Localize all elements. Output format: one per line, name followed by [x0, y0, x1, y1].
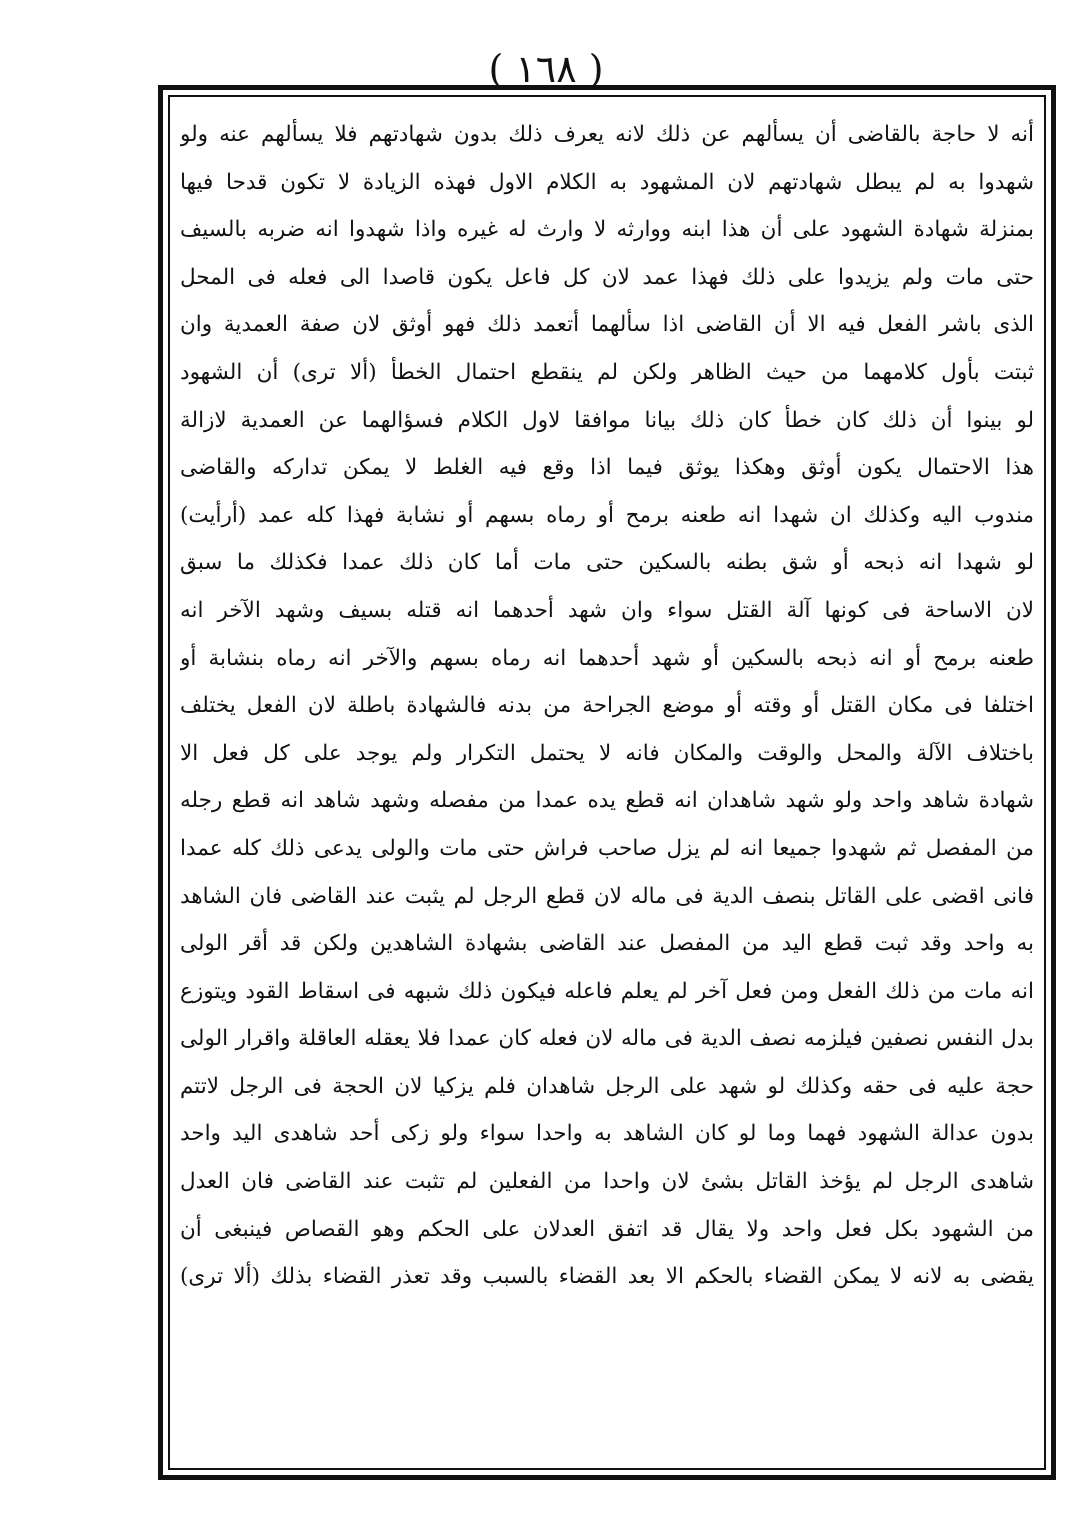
text-line: انه مات من ذلك الفعل ومن فعل آخر لم يعلم فاعله فيكون ذلك شبهه فى اسقاط القود ويتوزع [180, 978, 1034, 1004]
text-line: باختلاف الآلة والمحل والوقت والمكان فانه لا يحتمل التكرار ولم يوجد على كل فعل الا [180, 740, 1034, 766]
text-line [180, 1396, 1034, 1444]
text-line: فانى اقضى على القاتل بنصف الدية فى ماله لان قطع الرجل لم يثبت عند القاضى فان الشاهد [180, 883, 1034, 909]
text-line: حجة عليه فى حقه وكذلك لو شهد على الرجل شاهدان فلم يزكيا لان الحجة فى الرجل لاتتم [180, 1073, 1034, 1099]
text-line: بدون عدالة الشهود فهما وما لو كان الشاهد به واحدا سواء ولو زكى أحد شاهدى اليد واحد [180, 1121, 1034, 1147]
text-line: اختلفا فى مكان القتل أو وقته أو موضع الجراحة من بدنه فالشهادة باطلة لان الفعل يختلف [180, 693, 1034, 719]
page-border [158, 85, 1056, 1480]
page-number: ( ١٦٨ ) [488, 47, 604, 91]
text-line: طعنه برمح أو انه ذبحه بالسكين أو شهد أحدهما انه رماه بسهم والآخر انه رماه بنشابة أو [180, 645, 1034, 671]
text-line: به واحد وقد ثبت قطع اليد من المفصل عند القاضى بشهادة الشاهدين ولكن قد أقر الولى [180, 931, 1034, 957]
text-body [180, 111, 1034, 1444]
text-line: من المفصل ثم شهدوا جميعا انه لم يزل صاحب فراش حتى مات والولى يدعى ذلك كله عمدا [180, 835, 1034, 861]
text-line [180, 1348, 1034, 1396]
text-line: لان الاساحة فى كونها آلة القتل سواء وان شهد أحدهما انه قتله بسيف وشهد الآخر انه [180, 597, 1034, 623]
text-line: مندوب اليه وكذلك ان شهدا انه طعنه برمح أو رماه بسهم أو نشابة فهذا كله عمد (أرأيت) [180, 502, 1034, 528]
text-line: حتى مات ولم يزيدوا على ذلك فهذا عمد لان كل فاعل يكون قاصدا الى فعله فى المحل [180, 264, 1034, 290]
text-frame [168, 95, 1046, 1470]
text-line: يقضى به لانه لا يمكن القضاء بالحكم الا بعد القضاء بالسبب وقد تعذر القضاء بذلك (ألا ترى) [180, 1264, 1034, 1290]
text-line [180, 1301, 1034, 1349]
text-line: شهدوا به لم يبطل شهادتهم لان المشهود به الكلام الاول فهذه الزيادة لا تكون قدحا فيها [180, 169, 1034, 195]
text-line: شاهدى الرجل لم يؤخذ القاتل بشئ لان واحدا من الفعلين لم تثبت عند القاضى فان العدل [180, 1169, 1034, 1195]
text-line: الذى باشر الفعل فيه الا أن القاضى اذا سألهما أتعمد ذلك فهو أوثق لان صفة العمدية وان [180, 312, 1034, 338]
text-line: هذا الاحتمال يكون أوثق وهكذا يوثق فيما اذا وقع فيه الغلط لا يمكن تداركه والقاضى [180, 455, 1034, 481]
text-line: لو بينوا أن ذلك كان خطأ كان ذلك بيانا موافقا لاول الكلام فسؤالهما عن العمدية لازالة [180, 407, 1034, 433]
text-line: ثبتت بأول كلامهما من حيث الظاهر ولكن لم ينقطع احتمال الخطأ (ألا ترى) أن الشهود [180, 359, 1034, 385]
text-line: شهادة شاهد واحد ولو شهد شاهدان انه قطع يده عمدا من مفصله وشهد شاهد انه قطع رجله [180, 788, 1034, 814]
text-line: لو شهدا انه ذبحه أو شق بطنه بالسكين حتى مات أما كان ذلك عمدا فكذلك ما سبق [180, 550, 1034, 576]
text-line: بدل النفس نصفين فيلزمه نصف الدية فى ماله لان فعله كان عمدا فلا يعقله العاقلة واقرار الولى [180, 1026, 1034, 1052]
text-line: أنه لا حاجة بالقاضى أن يسألهم عن ذلك لانه يعرف ذلك بدون شهادتهم فلا يسألهم عنه ولو [180, 122, 1034, 147]
text-line: بمنزلة شهادة الشهود على أن هذا ابنه ووارثه لا وارث له غيره واذا شهدوا انه ضربه بالسيف [180, 217, 1034, 243]
text-line: من الشهود بكل فعل واحد ولا يقال قد اتفق العدلان على الحكم وهو القصاص فينبغى أن [180, 1216, 1034, 1242]
